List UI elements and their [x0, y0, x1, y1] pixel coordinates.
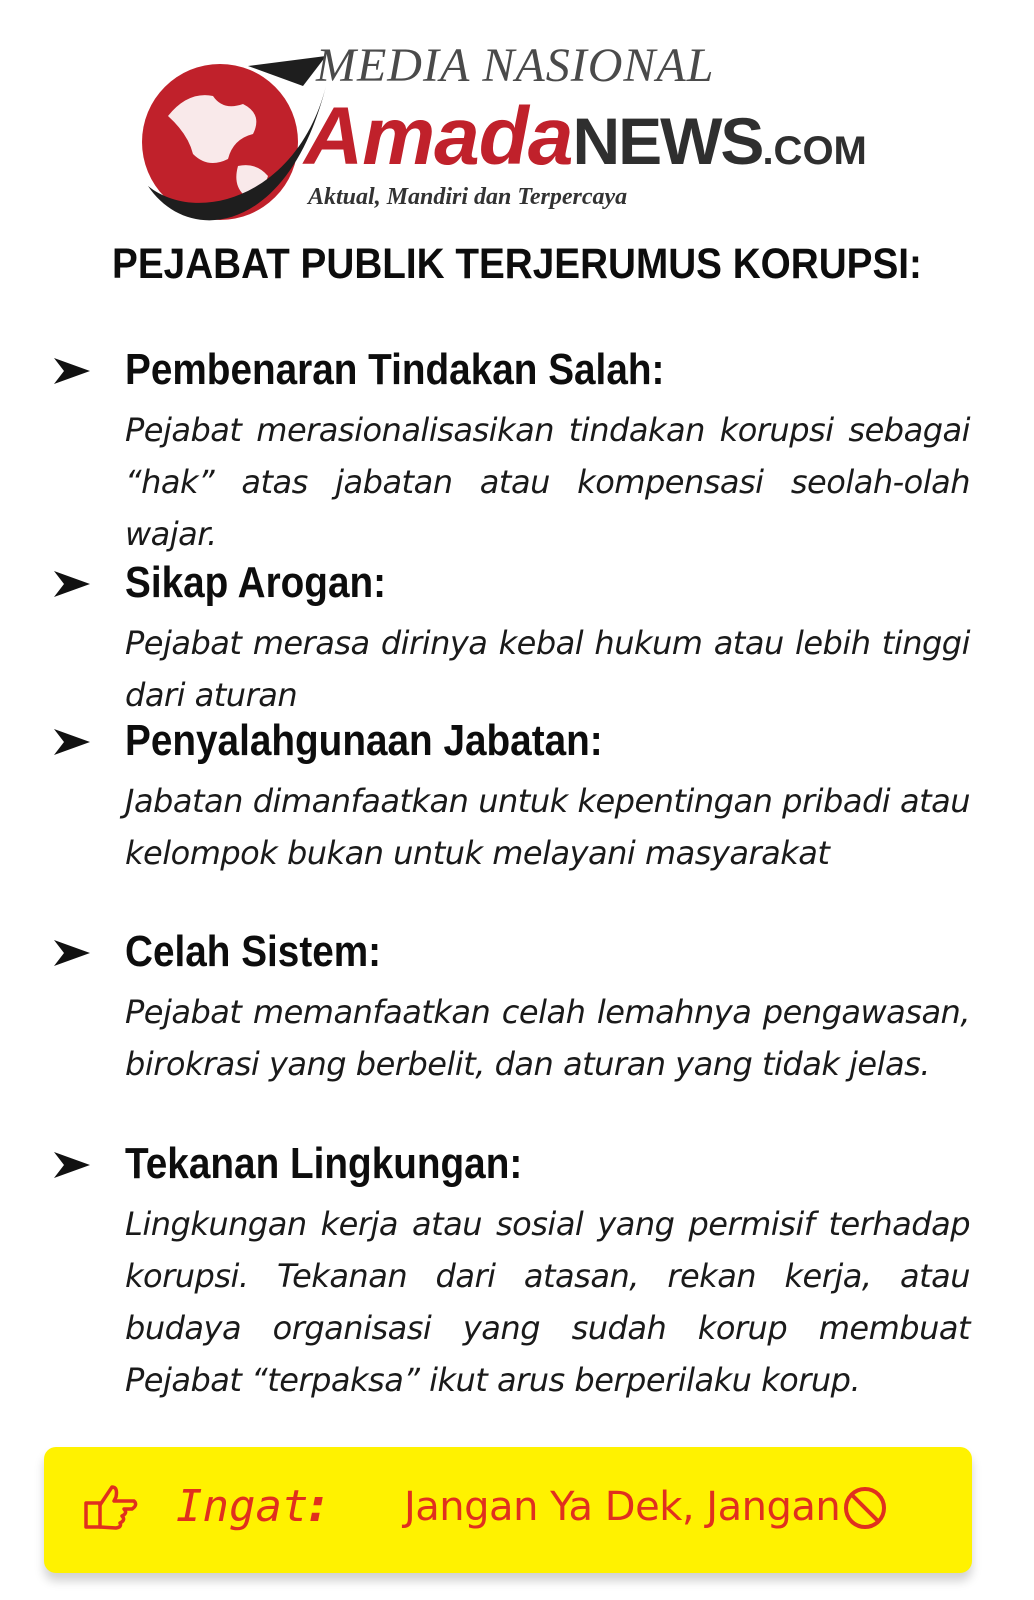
reminder-label-text: Ingat	[176, 1481, 309, 1532]
logo-brand-amada: Amada	[304, 91, 573, 182]
logo	[128, 36, 888, 226]
arrowhead-bullet-icon	[52, 356, 92, 386]
logo-brand	[304, 91, 867, 182]
logo-brand-news: NEWS	[572, 104, 763, 178]
logo-brand-com: .COM	[762, 129, 867, 173]
reminder-message: Jangan Ya Dek, Jangan	[404, 1484, 841, 1530]
item-title: Celah Sistem:	[125, 927, 382, 976]
item-title: Sikap Arogan:	[125, 558, 387, 607]
pointing-hand-icon	[82, 1483, 138, 1533]
arrowhead-bullet-icon	[52, 1150, 92, 1180]
reminder-colon: :	[308, 1481, 327, 1532]
item-description: Pejabat merasionalisasikan tindakan korupsi sebagai “hak” atas jabatan atau kompensasi seolah-olah wajar.	[125, 411, 970, 553]
item-description: Pejabat merasa dirinya kebal hukum atau lebih tinggi dari aturan	[125, 624, 970, 714]
reminder-box	[44, 1447, 972, 1573]
item-description: Jabatan dimanfaatkan untuk kepentingan pribadi atau kelompok bukan untuk melayani masyarakat	[125, 782, 970, 872]
item-title: Penyalahgunaan Jabatan:	[125, 716, 603, 765]
logo-tagline: Aktual, Mandiri dan Terpercaya	[308, 184, 628, 210]
item-description: Pejabat memanfaatkan celah lemahnya pengawasan, birokrasi yang berbelit, dan aturan yang tidak jelas.	[125, 993, 970, 1083]
arrowhead-bullet-icon	[52, 569, 92, 599]
item-title: Pembenaran Tindakan Salah:	[125, 345, 665, 394]
arrowhead-bullet-icon	[52, 938, 92, 968]
globe-logo-icon	[128, 46, 328, 226]
page-title: PEJABAT PUBLIK TERJERUMUS KORUPSI:	[112, 240, 922, 288]
item-description: Lingkungan kerja atau sosial yang permisif terhadap korupsi. Tekanan dari atasan, rekan kerja, atau budaya organisasi yang sudah korup membuat Pejabat “terpaksa” ikut arus berperilaku korup.	[125, 1205, 970, 1399]
logo-top-text: MEDIA NASIONAL	[316, 39, 715, 92]
reminder-label	[176, 1477, 326, 1537]
item-title: Tekanan Lingkungan:	[125, 1139, 523, 1188]
arrowhead-bullet-icon	[52, 727, 92, 757]
no-entry-icon	[842, 1485, 888, 1531]
